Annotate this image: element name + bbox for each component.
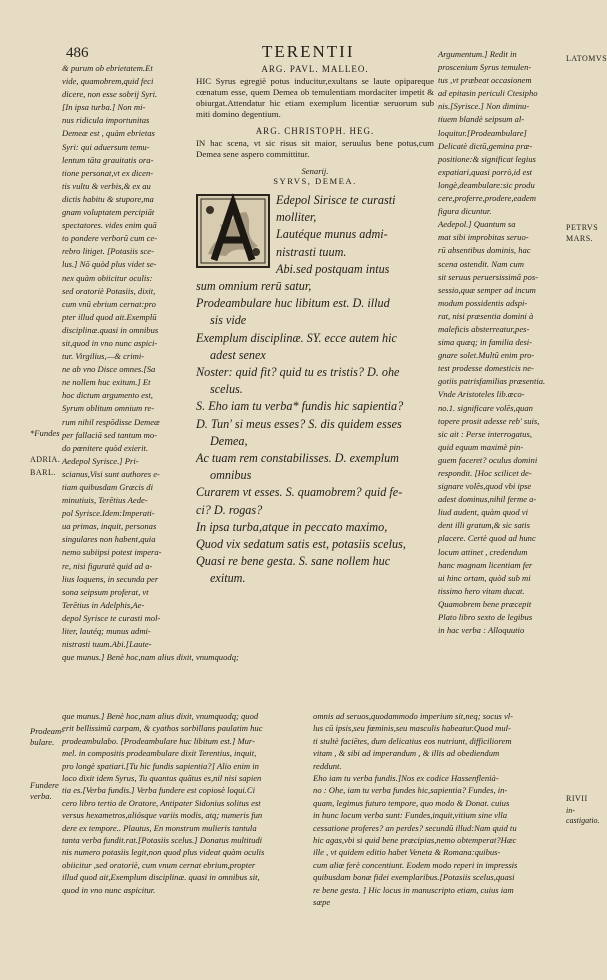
- commentary-line: hoc dictum argumento est,: [62, 390, 153, 401]
- margin-note-fundere-verba: Fundere verba.: [30, 780, 59, 801]
- argument-text-hegendorf: IN hac scena, vt sic risus sit maior, seruulus bene potus,cum Demea sene aspero committitur.: [196, 138, 434, 159]
- commentary-line: tiuem blandè seipsum al-: [438, 114, 525, 125]
- commentary-line: Aedepol.] Quantum sa: [438, 219, 516, 230]
- commentary-line: tanta verba fundit.rat.[Potasiis scelus.] Donatus multitudi: [62, 835, 263, 846]
- commentary-line: nex quàm obiicitur oculis:: [62, 272, 153, 283]
- commentary-line: Quamobrem bene præcepit: [438, 598, 532, 609]
- commentary-line: per fallaciā sed tantum mo-: [62, 429, 157, 440]
- commentary-line: rū absentibus dominis, hac: [438, 245, 531, 256]
- commentary-line: sic ait : Perse interrogatus,: [438, 428, 532, 439]
- running-title: TERENTII: [262, 42, 355, 61]
- commentary-line: cum aliæ ferè concentiunt. Eodem modo reperi in impressis: [313, 859, 518, 870]
- commentary-line: sessio,quæ semper ad incum: [438, 284, 536, 295]
- commentary-line: dicere, non esse sobrij Syri.: [62, 89, 158, 100]
- verse-line: Abi.sed postquam intus: [276, 261, 390, 276]
- margin-note-castigatio: in- castigatio.: [566, 806, 600, 825]
- commentary-line: vide, quamobrem,quid feci: [62, 76, 154, 87]
- commentary-line: nus ridicula importunitas: [62, 115, 150, 126]
- commentary-line: nis.[Syrisce.] Non diminu-: [438, 101, 530, 112]
- commentary-line: figura dicuntur.: [438, 206, 492, 217]
- commentary-line: depol Syrisce te curasti mol-: [62, 612, 161, 623]
- commentary-line: topere prosit adesse reb' suis,: [438, 415, 540, 426]
- commentary-line: cum vnū ebrium cernat:pro: [62, 298, 156, 309]
- lower-left-commentary: [62, 710, 313, 909]
- commentary-line: pol Syrisce.Idem:Imperati-: [62, 508, 155, 519]
- commentary-line: scianus,Visi sunt authores e-: [62, 468, 160, 479]
- commentary-line: longè,deambulare:sic produ: [438, 179, 535, 190]
- commentary-line: lentum tāta grauitatis ora-: [62, 154, 154, 165]
- verse-line: In ipsa turba,atque in peccato maximo,: [196, 519, 388, 534]
- commentary-line: placere. Certè quod ad hunc: [438, 533, 536, 544]
- margin-note-latomus: LATOMVS: [566, 54, 607, 63]
- commentary-line: gotiis patrisfamilias præsentia.: [438, 376, 546, 387]
- commentary-line: ille , vt quidem editio habet Veneta & Romana:quibus-: [313, 847, 501, 858]
- commentary-line: dere ex tempore.. Plautus, En monstrum mulieris tantula: [62, 822, 257, 833]
- margin-note-fundes: *Fundes: [30, 428, 60, 438]
- commentary-line: maleficis absterreatur,pes-: [438, 323, 530, 334]
- commentary-line: test prodesse domesticis ne-: [438, 363, 534, 374]
- lower-commentary: [62, 710, 562, 909]
- verse-line: D. Tun' si meus esses? S. dis quidem esses: [196, 416, 402, 431]
- verse-line: sum omnium rerū satur,: [196, 279, 312, 294]
- commentary-line: adest dominus,nihil ferme a-: [438, 494, 537, 505]
- commentary-line: sit,quod in vno nunc aspici-: [62, 337, 158, 348]
- commentary-line: hic agas,vbi si quid bene præcipias,nemo obtemperat?Hæc: [313, 835, 517, 846]
- commentary-line: lius loquens, in secunda per: [62, 573, 159, 584]
- commentary-line: lus cū ipsis,seu fœminis,seu masculis habeatur.Quod mul-: [313, 723, 511, 734]
- commentary-line: expatiari,quasi porrò,id est: [438, 166, 533, 177]
- margin-note-barl: BARL.: [30, 468, 56, 477]
- lower-right-commentary: [313, 710, 562, 909]
- commentary-line: obiicitur ,sed oratoriè, cum vnum cernat ebrium,propter: [62, 859, 256, 870]
- verse-line: adest senex: [210, 347, 266, 362]
- commentary-line: signare volēs,quod vbi ipse: [438, 481, 532, 492]
- verse-line: ci? D. rogas?: [196, 502, 263, 517]
- margin-note-prodeambulare: Prodeam-bulare.: [30, 726, 65, 747]
- dramatis-personae: SYRVS, DEMEA.: [273, 176, 357, 186]
- commentary-line: tus ,vt præbeat occasionem: [438, 75, 532, 86]
- commentary-line: tis vultu & verbis,& ex au: [62, 180, 151, 191]
- commentary-line: liud audent, quàm quod vi: [438, 507, 528, 518]
- commentary-line: nistrasti tuum.Abi.[Laute-: [62, 639, 152, 650]
- commentary-line: tiam quibusdam Græcis di: [62, 482, 153, 492]
- commentary-line: cero libro tertio de Oratore, Antipater Sidonius solitus est: [62, 797, 261, 808]
- commentary-line: ui hinc ortam, quòd sub mi: [438, 572, 531, 583]
- commentary-line: que munus.] Benè hoc,nam alius dixit, vnumquodq; quod: [62, 711, 259, 721]
- commentary-line: versus hexametros,aliósque variis modis, atq; numeris fun: [62, 810, 263, 821]
- verse-line: sis vide: [210, 313, 247, 328]
- verse-line: Edepol Sirisce te curasti: [276, 193, 396, 207]
- commentary-line: to pondere verborū cum ce-: [62, 233, 158, 244]
- verse-line: scelus.: [210, 382, 243, 397]
- commentary-line: nemo subiipsi potest impera-: [62, 547, 162, 558]
- commentary-line: quam, legimus futuro tempore, quo modo & Donat. cuius: [313, 797, 510, 808]
- commentary-line: tissimo hero vitam ducat.: [438, 585, 525, 596]
- commentary-line: nis numero potasiis legit,non quod plus videat quàm oculis: [62, 847, 265, 858]
- verse-line: Curarem vt esses. S. quamobrem? quid fe-: [196, 485, 403, 500]
- commentary-line: mat sibi improbitas seruo-: [438, 232, 529, 243]
- commentary-line: dent illi gratum,& sic satis: [438, 520, 530, 531]
- commentary-line: Eho iam tu verba fundis.]Nos ex codice Hassenflenià-: [313, 773, 499, 784]
- commentary-line: guem faceret? oculus domini: [438, 454, 538, 465]
- commentary-line: disciplinæ.quasi in omnibus: [62, 324, 159, 335]
- main-text-column: [196, 62, 434, 588]
- commentary-line: proscenium Syrus temulen-: [438, 62, 532, 73]
- commentary-line: liter, lautéq; munus admi-: [62, 626, 151, 637]
- commentary-line: Syri: qui aduersum temu-: [62, 141, 150, 152]
- argument-text-malleo: HIC Syrus egregiè potus inducitur,exultans se laute opipareque cœnatum esse, quem Demea ob temulentiam mordaciter impetit & obiurgat.Attendatur hic etiam exemplum licentiæ seruorum sub miti domino degentium.: [196, 76, 434, 119]
- commentary-line: lus.] Nō quòd plus videt se-: [62, 259, 157, 270]
- margin-note-petrus-mars: PETRVS MARS.: [566, 223, 599, 243]
- commentary-line: loquitur.[Prodeambulare]: [438, 127, 527, 138]
- verse-line: Quod vix sedatum satis est, potasiis scelus,: [196, 537, 406, 552]
- verse-line: Demea,: [210, 433, 248, 448]
- commentary-line: in hunc locum verba sunt: Fundes,inquit,vitium sine vlla: [313, 810, 508, 821]
- commentary-line: sona seipsum proferat, vt: [62, 586, 149, 597]
- commentary-line: do pœnitere quòd exierit.: [62, 442, 149, 453]
- commentary-line: sima quæq; in familia desi-: [438, 337, 533, 348]
- commentary-line: Syrum oblitum omnium re-: [62, 403, 155, 414]
- commentary-line: spectatores. vides enim quā: [62, 220, 157, 231]
- commentary-line: quid equum maximè pin-: [438, 441, 524, 452]
- commentary-line: cere,proferre,prodere,eadem: [438, 193, 536, 204]
- commentary-line: singulares non habent,quia: [62, 534, 156, 545]
- commentary-line: re bene gesta. ] Hic locus in manuscripto etiam, cuius iam: [313, 884, 514, 895]
- commentary-line: gnam voluptatem percipiāt: [62, 207, 155, 218]
- page-number: 486: [66, 45, 89, 61]
- commentary-line: que munus.] Benè hoc,nam alius dixit, vnumquodq;: [62, 652, 239, 663]
- commentary-line: Vnde Aristoteles lib.œco-: [438, 389, 525, 400]
- commentary-line: mel. in compositis prodeambulare dixit Terentius, inquit,: [62, 748, 257, 759]
- commentary-line: rat, nisi præsentia domini à: [438, 310, 534, 321]
- commentary-line: in hac verba : Alloquutio: [438, 625, 525, 636]
- commentary-line: tur. Virgilius,—& crimi-: [62, 351, 145, 362]
- commentary-line: tia es.[Verba fundis.] Verba fundere est copiosè loqui.Ci: [62, 785, 256, 796]
- commentary-line: erit bellissimū carpam, & cyathos sorbillans paulatim huc: [62, 723, 263, 734]
- verse-line: Exemplum disciplinæ. SY. ecce autem hic: [196, 330, 397, 345]
- commentary-line: [In ipsa turba.] Non mi-: [62, 102, 146, 113]
- play-verse: [196, 192, 434, 588]
- commentary-line: quibusdam bonæ fidei exemplaribus.[Potasiis scelus,quasi: [313, 872, 515, 883]
- commentary-line: gnare solet.Multū enim pro-: [438, 350, 535, 361]
- commentary-line: modum possidentis adspi-: [438, 297, 528, 308]
- commentary-line: rebro litiget. [Potasiis sce-: [62, 246, 154, 257]
- verse-line: exitum.: [210, 571, 246, 586]
- commentary-line: sæpe: [313, 897, 331, 908]
- verse-line: molliter,: [276, 210, 317, 225]
- commentary-line: positione:& significat legius: [438, 153, 536, 164]
- verse-line: Quasi re bene gesta. S. sane nollem huc: [196, 554, 391, 569]
- decorated-initial-a-icon: [196, 194, 270, 268]
- argument-heading-malleo: ARG. PAVL. MALLEO.: [261, 64, 369, 74]
- argument-heading-hegendorf: ARG. CHRISTOPH. HEG.: [255, 126, 375, 136]
- commentary-line: sed oratoriè Potasiis, dixit,: [62, 285, 156, 296]
- verse-line: S. Eho iam tu verba* fundis hic sapientia?: [196, 399, 404, 414]
- commentary-line: ne nollem huc exitum.] Et: [62, 377, 151, 388]
- commentary-line: re, nisi figuratè quid ad a-: [62, 560, 153, 571]
- commentary-line: loco dixit idem Syrus, Tu quantus quātus es,nil nisi sapien: [62, 773, 262, 784]
- commentary-line: cessatione proferes? an perdes? secundū illud:Nam quid tu: [313, 822, 517, 833]
- commentary-line: dictis habitu & stupore,ma: [62, 193, 154, 204]
- commentary-line: Terētius in Adelphis,Ae-: [62, 599, 145, 610]
- commentary-line: omnis ad seruos,quodammodo imperium sit,neq; socus vl-: [313, 711, 514, 721]
- commentary-line: ti stultè faciētes, dum delicatius eos nutriunt, difficiliorem: [313, 735, 512, 746]
- verse-line: Ac tuam rem constabilisses. D. exemplum: [196, 451, 399, 466]
- commentary-line: ad epitasin periculi Ctesipho: [438, 88, 538, 99]
- commentary-line: locum attinet , credendum: [438, 546, 528, 557]
- commentary-line: reddunt.: [313, 760, 342, 771]
- commentary-line: Plato libro sexto de legibus: [438, 612, 533, 623]
- commentary-line: pro longè spatiari.[Tu hic fundis sapientia?] Alio enim in: [62, 760, 259, 771]
- commentary-line: scena ostendit. Nam cum: [438, 258, 524, 269]
- commentary-line: & purum ob ebrietatem.Et: [62, 63, 153, 73]
- commentary-line: pter illud quod ait.Exemplū: [62, 311, 157, 322]
- commentary-line: tione personat,vt ex dicen-: [62, 167, 154, 178]
- verse-line: Lautéque munus admi-: [276, 227, 388, 242]
- commentary-line: sit seruus peruersissimā pos-: [438, 271, 539, 282]
- commentary-line: quod in vno nunc aspicitur.: [62, 884, 156, 895]
- margin-note-rivii: RIVII: [566, 794, 588, 803]
- right-commentary-column: [438, 48, 562, 637]
- commentary-line: no.1. significare volēs,quan: [438, 402, 533, 413]
- meter-label: Senarij.: [301, 166, 329, 176]
- commentary-line: ne ab vno Disce omnes.[Sa: [62, 364, 156, 375]
- verse-line: omnibus: [210, 468, 252, 483]
- verse-line: Prodeambulare huc libitum est. D. illud: [196, 296, 390, 311]
- commentary-line: ua primas, inquit, personas: [62, 521, 157, 532]
- commentary-line: Aedepol Syrisce.] Pri-: [62, 455, 139, 466]
- commentary-line: respondit. [Hoc scilicet de-: [438, 468, 532, 478]
- commentary-line: Argumentum.] Redit in: [438, 49, 517, 59]
- commentary-line: no : Ohe, iam tu verba fundes hic,sapientia? Fundes, in-: [313, 785, 508, 796]
- commentary-line: Demeæ est , quàm ebrietas: [62, 128, 155, 139]
- commentary-line: vitam , & sibi ad imperandum , & illis ad obediendum: [313, 748, 500, 759]
- verse-line: nistrasti tuum.: [276, 244, 347, 259]
- commentary-line: prodeambulabo. [Prodeambulare huc libitum est.] Mur-: [62, 735, 255, 746]
- commentary-line: hanc magnam licentiam fer: [438, 559, 533, 570]
- commentary-line: minutiuis, Terētius Aede-: [62, 495, 148, 506]
- margin-note-adria: ADRIA.: [30, 455, 61, 464]
- verse-line: Noster: quid fit? quid tu es tristis? D. ohe: [196, 365, 400, 380]
- commentary-line: Delicatè dictū,gemina præ-: [438, 140, 533, 151]
- commentary-line: rum nihil respōdisse Demeæ: [62, 416, 160, 427]
- commentary-line: illud quod ait,Exemplum disciplinæ. quasi in omnibus sit,: [62, 872, 260, 883]
